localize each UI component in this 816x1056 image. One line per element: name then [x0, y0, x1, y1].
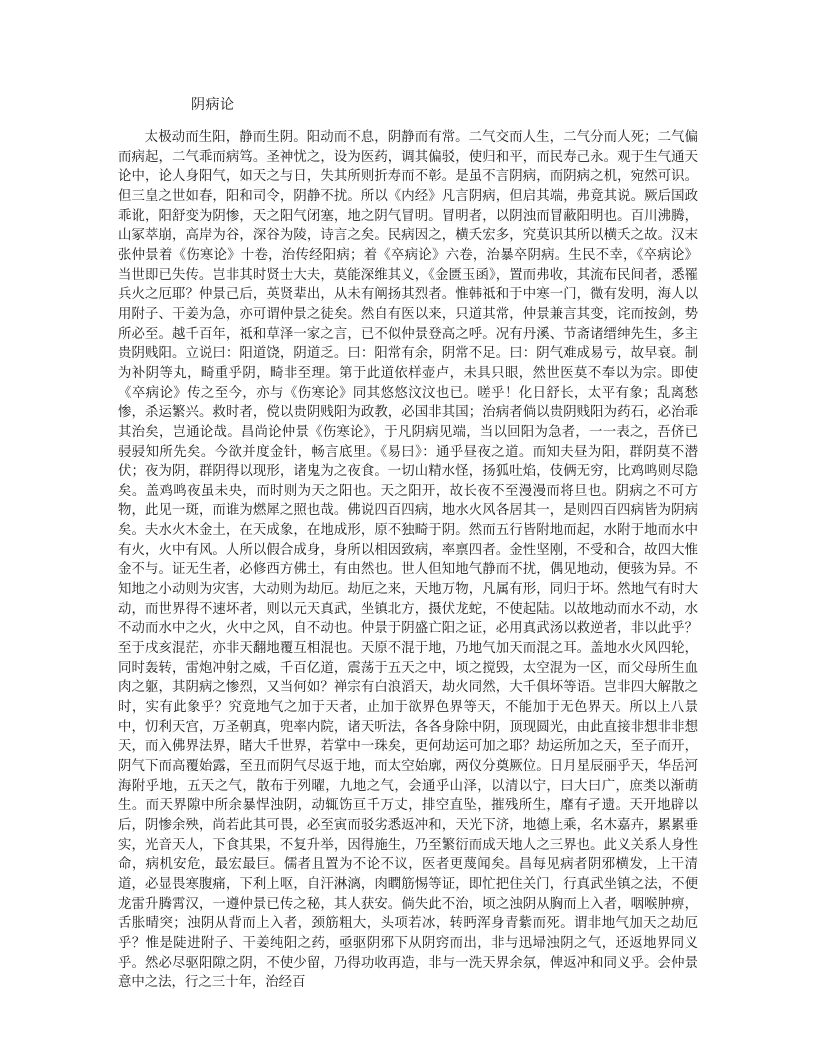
- document-title: 阴病论: [191, 97, 235, 113]
- document-body-paragraph: 太极动而生阳，静而生阴。阳动而不息，阴静而有常。二气交而人生，二气分而人死；二气偏而病起，二气乖而病笃。圣神忧之，设为医药，调其偏驳，使归和平，而民寿己永。观于生气通天论中，论人身阳气，如天之与日，失其所则折寿而不彰。是虽不言阴病，而阴病之机，宛然可识。但三皇之世如春，阳和司令，阴静不扰。所以《内经》凡言阴病，但启其端，弗竟其说。厥后国政乖讹，阳舒变为阴惨，天之阳气闭塞，地之阴气冒明。冒明者，以阴浊而冒蔽阳明也。百川沸腾，山冢萃崩，高岸为谷，深谷为陵，诗言之矣。民病因之，横夭宏多，究莫识其所以横夭之故。汉末张仲景着《伤寒论》十卷，治传经阳病；着《卒病论》六卷，治暴卒阴病。生民不幸，《卒病论》当世即已失传。岂非其时贤士大夫，莫能深维其义，《金匮玉函》，置而弗收，其流布民间者，悉罹兵火之厄耶？仲景己后，英贤辈出，从未有阐扬其烈者。惟韩祗和于中寒一门，微有发明，海人以用附子、干姜为急，亦可谓仲景之徒矣。然自有医以来，只道其常，仲景兼言其变，诧而按剑，势所必至。越千百年，祗和草泽一家之言，已不似仲景登高之呼。况有丹溪、节斋诸缙绅先生，多主贵阴贱阳。立说曰：阳道饶，阴道乏。曰：阳常有余，阴常不足。曰：阴气难成易亏，故早衰。制为补阴等丸，畸重乎阴，畸非至理。第于此道依样壶卢，未具只眼，然世医莫不奉以为宗。即使《卒病论》传之至今，亦与《伤寒论》同其悠悠汶汶也已。嗟乎！化日舒长，太平有象；乱离愁惨，杀运繁兴。救时者，傥以贵阴贱阳为政教，必国非其国；治病者倘以贵阴贱阳为药石，必治乖其治矣，岂通论哉。昌尚论仲景《伤寒论》，于凡阴病见端，当以回阳为急者，一一表之，吾侪已骎骎知所先矣。今欲并度金针，畅言底里。《易曰》：通乎昼夜之道。而知夫昼为阳，群阴莫不潜伏；夜为阴，群阴得以现形，诸鬼为之夜食。一切山精水怪，扬狐吐焰，伎俩无穷，比鸡鸣则尽隐矣。盖鸡鸣夜虽未央，而时则为天之阳也。天之阳开，故长夜不至漫漫而将旦也。阴病之不可方物，此见一斑，而谁为燃犀之照也哉。佛说四百四病，地水火风各居其一，是则四百四病皆为阴病矣。夫水火木金土，在天成象，在地成形，原不独畸于阴。然而五行皆附地而起，水附于地而水中有火，火中有风。人所以假合成身，身所以相因致病，率禀四者。金性坚刚，不受和合，故四大惟金不与。证无生者，必修西方佛土，有由然也。世人但知地气静而不扰，偶见地动，便骇为异。不知地之小动则为灾害，大动则为劫厄。劫厄之来，天地万物，凡属有形，同归于坏。然地气有时大动，而世界得不速坏者，则以元天真武，坐镇北方，摄伏龙蛇，不使起陆。以故地动而水不动，水不动而水中之火，火中之风，自不动也。仲景于阴盛亡阳之证，必用真武汤以救逆者，非以此乎？至于戌亥混茫，亦非天翻地覆互相混也。天原不混于地，乃地气加天而混之耳。盖地水火风四轮，同时轰转，雷炮冲射之威，千百亿道，震荡于五天之中，顷之搅毁，太空混为一区，而父母所生血肉之躯，其阴病之惨烈，又当何如？禅宗有白浪滔天，劫火同然，大千俱坏等语。岂非四大解散之时，实有此象乎？究竟地气之加于天者，止加于欲界色界等天，不能加于无色界天。所以上八景中，忉利天宫，万圣朝真，兜率内院，诸天听法，各各身除中阴，顶现圆光，由此直接非想非非想天，而入佛界法界，睹大千世界，若掌中一珠矣，更何劫运可加之耶？劫运所加之天，至子而开，阴气下而高覆始露，至丑而阴气尽返于地，而太空始廓，两仪分奠厥位。日月星辰丽乎天，华岳河海附乎地，五天之气，散布于列曜，九地之气，会通乎山泽，以清以宁，曰大曰广，庶类以渐萌生。而天界隙中所余暴悍浊阴，动辄饬亘千万丈，排空直坠，摧残所生，靡有孑遗。天开地辟以后，阴惨余殃，尚若此其可畏，必至寅而驳劣悉返冲和，天光下济，地德上乘，名木嘉卉，累累垂实，光音天人，下食其果，不复升举，因得施生，乃至繁衍而成天地人之三界也。此义关系人身性命，病机安危，最宏最巨。儒者且置为不论不议，医者更蔑闻矣。昌每见病者阴邪横发，上干清道，必显畏寒腹痛，下利上呕，自汗淋漓，肉瞤筋惕等证，即忙把住关门，行真武坐镇之法，不便龙雷升腾霄汉，一遵仲景已传之秘，其人获安。倘失此不治，顷之浊阴从胸而上入者，咽喉肿痹，舌胀晴突；浊阴从背而上入者，颈筋粗大，头项若冰，转眄浑身青紫而死。谓非地气加天之劫厄乎？惟是陡进附子、干姜纯阳之药，亟驱阴邪下从阴窍而出，非与迅埽浊阴之气，还返地界同义乎。然必尽驱阳隙之阴，不使少留，乃得功收再造，非与一洗天界余氛，俾返冲和同义乎。会仲景意中之法，行之三十年，治经百: [118, 130, 698, 991]
